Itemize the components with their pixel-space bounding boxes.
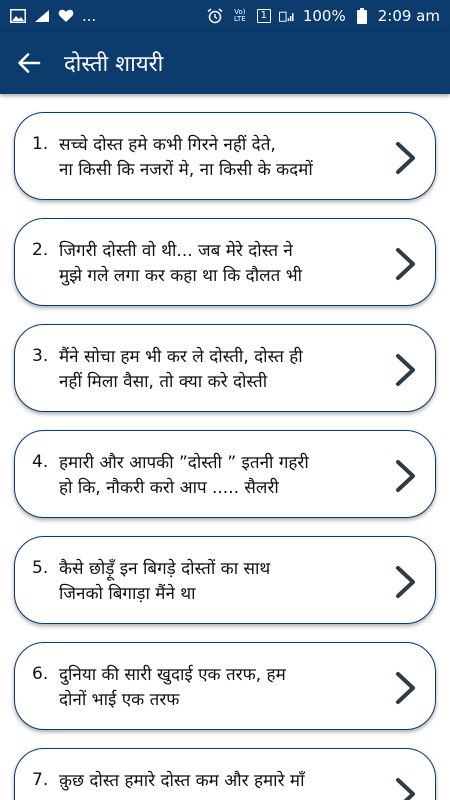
item-text xyxy=(59,663,379,713)
item-number: 2. xyxy=(32,240,49,260)
shayari-item-1[interactable] xyxy=(14,112,436,200)
sim-slot-badge: 1 xyxy=(257,9,271,23)
item-text-line-2: दोनों भाई एक तरफ xyxy=(59,690,180,710)
shayari-item-5[interactable] xyxy=(14,536,436,624)
item-text xyxy=(59,239,379,289)
item-text-line-1: हमारी और आपकी ”दोस्ती ” इतनी गहरी xyxy=(59,453,309,473)
volte-indicator xyxy=(231,9,249,23)
image-icon xyxy=(10,8,26,24)
status-bar-right xyxy=(207,7,440,25)
signal-triangle-icon xyxy=(34,8,50,24)
item-text-line-2: मुझे गले लगा कर कहा था कि दौलत भी xyxy=(59,266,303,286)
volte-top-text: Vo) xyxy=(234,8,246,16)
item-text-line-1: सच्चे दोस्त हमे कभी गिरने नहीं देते, xyxy=(59,135,276,155)
status-bar-left xyxy=(10,7,96,25)
item-number: 4. xyxy=(32,452,49,472)
shayari-item-3[interactable] xyxy=(14,324,436,412)
signal-strength-icon xyxy=(279,8,295,24)
item-number: 6. xyxy=(32,664,49,684)
item-text xyxy=(59,133,379,183)
chevron-right-icon xyxy=(393,141,419,175)
battery-icon xyxy=(354,8,370,24)
notification-more-text: ... xyxy=(82,7,97,25)
clock-time-text: 2:09 am xyxy=(377,7,440,25)
shayari-item-4[interactable] xyxy=(14,430,436,518)
item-text-line-1: कैसे छोड़ूँ इन बिगड़े दोस्तों का साथ xyxy=(59,559,271,579)
item-text xyxy=(59,557,379,607)
item-number: 3. xyxy=(32,346,49,366)
item-text xyxy=(59,769,379,794)
shayari-list[interactable] xyxy=(0,94,450,800)
chevron-right-icon xyxy=(393,671,419,705)
item-text-line-2: नहीं मिला वैसा, तो क्या करे दोस्ती xyxy=(59,372,268,392)
item-number: 7. xyxy=(32,770,49,790)
chevron-right-icon xyxy=(393,777,419,800)
item-text-line-1: दुनिया की सारी खुदाई एक तरफ, हम xyxy=(59,665,286,685)
volte-bottom-text: LTE xyxy=(234,15,246,23)
item-text xyxy=(59,345,379,395)
shayari-item-2[interactable] xyxy=(14,218,436,306)
status-bar xyxy=(0,0,450,32)
item-text-line-2: जिनको बिगाड़ा मैंने था xyxy=(59,584,196,604)
battery-percent-text: 100% xyxy=(302,7,346,25)
item-number: 5. xyxy=(32,558,49,578)
shayari-item-7[interactable] xyxy=(14,748,436,800)
shayari-item-6[interactable] xyxy=(14,642,436,730)
item-number: 1. xyxy=(32,134,49,154)
item-text xyxy=(59,451,379,501)
item-text-line-1: क़ुछ दोस्त हमारे दोस्त कम और हमारे माँ xyxy=(59,771,305,791)
chevron-right-icon xyxy=(393,459,419,493)
alarm-clock-icon xyxy=(207,8,223,24)
item-text-line-2: हो कि, नौकरी करो आप ..... सैलरी xyxy=(59,478,279,498)
item-text-line-1: मैंने सोचा हम भी कर ले दोस्ती, दोस्त ही xyxy=(59,347,303,367)
item-text-line-1: जिगरी दोस्ती वो थी... जब मेरे दोस्त ने xyxy=(59,241,293,261)
app-bar xyxy=(0,32,450,94)
item-text-line-2: ना किसी कि नजरों मे, ना किसी के कदमों xyxy=(59,160,313,180)
chevron-right-icon xyxy=(393,565,419,599)
back-arrow-icon[interactable] xyxy=(14,48,44,78)
chevron-right-icon xyxy=(393,247,419,281)
heart-icon xyxy=(58,8,74,24)
chevron-right-icon xyxy=(393,353,419,387)
page-title: दोस्ती शायरी xyxy=(64,52,164,77)
